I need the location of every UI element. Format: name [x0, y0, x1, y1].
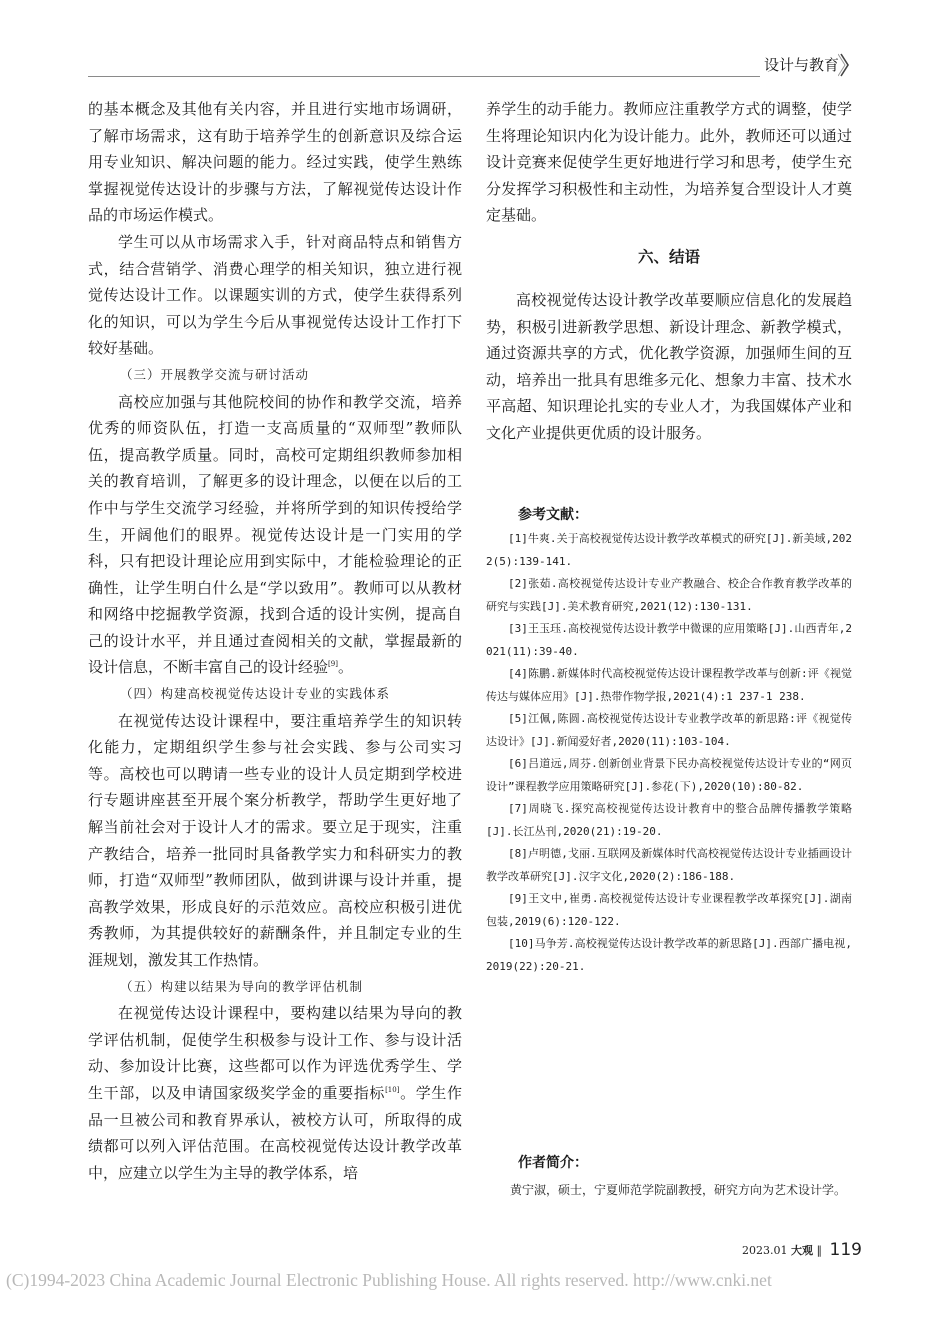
author-bio: 黄宁淑，硕士，宁夏师范学院副教授，研究方向为艺术设计学。	[510, 1183, 847, 1197]
reference-item: [10]马争芳.高校视觉传达设计教学改革的新思路[J].西部广播电视,2019(22):20-21.	[486, 937, 852, 973]
citation-mark: [10]	[385, 1085, 400, 1094]
paragraph-text: 高校应加强与其他院校间的协作和教学交流，培养优秀的师资队伍，打造一支高质量的“双师型”教师队伍，提高教学质量。同时，高校可定期组织教师参加相关的教育培训，了解更多的设计理念，以便在以后的工作中与学生交流学习经验，并将所学到的知识传授给学生，开阔他们的眼界。视觉传达设计是一门实用的学科，只有把设计理论应用到实际中，才能检验理论的正确性，让学生明白什么是“学以致用”。教师可以从教材和网络中挖掘教学资源，找到合适的设计实例，提高自己的设计水平，并且通过查阅相关的文献，掌握最新的设计信息，不断丰富自己的设计经验	[88, 392, 462, 677]
paragraph: 学生可以从市场需求入手，针对商品特点和销售方式，结合营销学、消费心理学的相关知识，独立进行视觉传达设计工作。以课题实训的方式，使学生获得系列化的知识，可以为学生今后从事视觉传达设计工作打下较好基础。	[88, 232, 462, 358]
paragraph	[88, 389, 462, 682]
section-label: 设计与教育	[764, 56, 840, 74]
reference-item: [5]江佩,陈圆.高校视觉传达设计专业教学改革的新思路:评《视觉传达设计》[J].新闻爱好者,2020(11):103-104.	[486, 712, 852, 748]
subheading: （三）开展教学交流与研讨活动	[120, 366, 310, 382]
paragraph-text: 。	[337, 658, 353, 677]
subheading: （五）构建以结果为导向的教学评估机制	[120, 978, 364, 994]
reference-item: [2]张茹.高校视觉传达设计专业产教融合、校企合作教育教学改革的研究与实践[J].美术教育研究,2021(12):130-131.	[486, 577, 852, 613]
paragraph-text: 在视觉传达设计课程中，要构建以结果为导向的教学评估机制，促使学生积极参与设计工作、参与设计活动、参加设计比赛，这些都可以作为评选优秀学生、学生干部，以及申请国家级奖学金的重要指标	[88, 1004, 462, 1102]
subheading: （四）构建高校视觉传达设计专业的实践体系	[120, 686, 391, 702]
reference-item: [4]陈鹏.新媒体时代高校视觉传达设计课程教学改革与创新:评《视觉传达与媒体应用》[J].热带作物学报,2021(4):1 237-1 238.	[486, 667, 852, 703]
paragraph: 的基本概念及其他有关内容，并且进行实地市场调研，了解市场需求，这有助于培养学生的创新意识及综合运用专业知识、解决问题的能力。经过实践，使学生熟练掌握视觉传达设计的步骤与方法，了解视觉传达设计作品的市场运作模式。	[88, 100, 462, 225]
journal-name: 大观	[791, 1244, 813, 1257]
paragraph: 高校视觉传达设计教学改革要顺应信息化的发展趋势，积极引进新教学思想、新设计理念、新教学模式，通过资源共享的方式，优化教学资源，加强师生间的互动，培养出一批具有思维多元化、想象力丰富、技术水平高超、知识理论扎实的专业人才，为我国媒体产业和文化产业提供更优质的设计服务。	[486, 290, 852, 442]
left-column	[88, 96, 462, 1186]
reference-item: [9]王文中,崔勇.高校视觉传达设计专业课程教学改革探究[J].湖南包装,2019(6):120-122.	[486, 892, 852, 928]
paragraph: 养学生的动手能力。教师应注重教学方式的调整，使学生将理论知识内化为设计能力。此外，教师还可以通过设计竞赛来促使学生更好地进行学习和思考，使学生充分发挥学习积极性和主动性，为培养复合型设计人才奠定基础。	[486, 100, 852, 225]
paragraph	[88, 1000, 462, 1186]
references-title: 参考文献：	[518, 507, 588, 523]
section-tab	[760, 52, 852, 80]
author-title: 作者简介：	[518, 1155, 588, 1171]
page-number: 119	[829, 1240, 862, 1260]
reference-item: [3]王玉珏.高校视觉传达设计教学中微课的应用策略[J].山西青年,2021(11):39-40.	[486, 622, 852, 658]
paragraph-text: 。学生作品一旦被公司和教育界承认，被校方认可，所取得的成绩都可以列入评估范围。在高校视觉传达设计教学改革中，应建立以学生为主导的教学体系，培	[88, 1083, 462, 1182]
reference-item: [6]吕道远,周芬.创新创业背景下民办高校视觉传达设计专业的“网页设计”课程教学应用策略研究[J].参花(下),2020(10):80-82.	[486, 757, 852, 793]
footer-separator: ‖	[816, 1244, 822, 1257]
header-rule	[88, 76, 760, 77]
citation-mark: [9]	[328, 660, 338, 669]
reference-item: [7]周晓飞.探究高校视觉传达设计教育中的整合品牌传播教学策略[J].长江丛刊,2020(21):19-20.	[486, 802, 852, 838]
page-footer	[742, 1240, 862, 1260]
reference-item: [8]卢明德,戈丽.互联网及新媒体时代高校视觉传达设计专业插画设计教学改革研究[J].汉字文化,2020(2):186-188.	[486, 847, 852, 883]
issue-number: 2023.01	[742, 1244, 788, 1257]
references-list	[486, 528, 852, 978]
right-column	[486, 96, 852, 447]
section-arrow-icon	[838, 52, 852, 78]
paragraph: 在视觉传达设计课程中，要注重培养学生的知识转化能力，定期组织学生参与社会实践、参与公司实习等。高校也可以聘请一些专业的设计人员定期到学校进行专题讲座甚至开展个案分析教学，帮助学生更好地了解当前社会对于设计人才的需求。要立足于现实，注重产教结合，培养一批同时具备教学实力和科研实力的教师，打造“双师型”教师团队，做到讲课与设计并重，提高教学效果，形成良好的示范效应。高校应积极引进优秀教师，为其提供较好的薪酬条件，并且制定专业的生涯规划，激发其工作热情。	[88, 711, 462, 969]
reference-item: [1]牛爽.关于高校视觉传达设计教学改革模式的研究[J].新美域,2022(5):139-141.	[486, 532, 852, 568]
copyright-watermark: (C)1994-2023 China Academic Journal Electronic Publishing House. All rights reserved. http://www.cnki.net	[6, 1270, 772, 1290]
section-heading: 六、结语	[637, 247, 700, 266]
